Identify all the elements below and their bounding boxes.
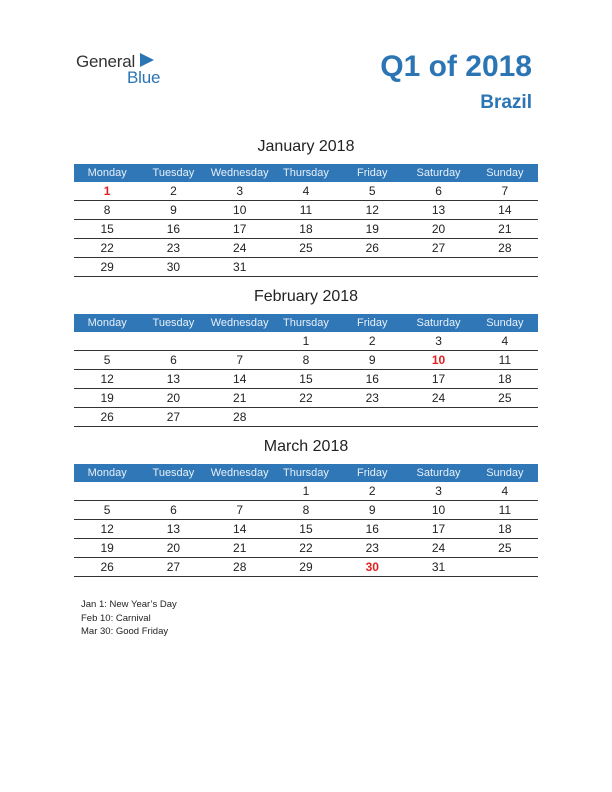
empty-day-cell: [405, 258, 471, 277]
day-cell: 15: [74, 220, 140, 239]
weekday-header: Saturday: [405, 164, 471, 182]
day-cell: 4: [472, 482, 538, 501]
day-cell: 23: [339, 389, 405, 408]
weekday-header: Monday: [74, 464, 140, 482]
weekday-header: Wednesday: [207, 164, 273, 182]
day-cell: 8: [74, 201, 140, 220]
holiday-notes: [81, 598, 177, 639]
calendar-table: [74, 314, 538, 427]
week-row: [74, 501, 538, 520]
holiday-note: Mar 30: Good Friday: [81, 626, 169, 637]
day-cell: 11: [273, 201, 339, 220]
day-cell: 3: [405, 332, 471, 351]
month-march: [74, 436, 538, 577]
day-cell: 16: [140, 220, 206, 239]
day-cell: 7: [472, 182, 538, 201]
day-cell: 24: [207, 239, 273, 258]
empty-day-cell: [74, 332, 140, 351]
day-cell: 20: [140, 389, 206, 408]
empty-day-cell: [207, 332, 273, 351]
day-cell: 18: [472, 370, 538, 389]
day-cell: 1: [273, 332, 339, 351]
weekday-header: Sunday: [472, 314, 538, 332]
weekday-header: Thursday: [273, 164, 339, 182]
weekday-header: Saturday: [405, 464, 471, 482]
day-cell: 29: [74, 258, 140, 277]
day-cell: 5: [339, 182, 405, 201]
day-cell: 9: [140, 201, 206, 220]
weekday-header-row: [74, 314, 538, 332]
weekday-header: Thursday: [273, 314, 339, 332]
day-cell: 19: [74, 389, 140, 408]
week-row: [74, 239, 538, 258]
week-row: [74, 539, 538, 558]
day-cell: 27: [140, 408, 206, 427]
week-row: [74, 332, 538, 351]
day-cell: 13: [140, 520, 206, 539]
day-cell: 3: [207, 182, 273, 201]
day-cell: 2: [339, 482, 405, 501]
weekday-header: Friday: [339, 314, 405, 332]
day-cell: 27: [405, 239, 471, 258]
weekday-header: Tuesday: [140, 164, 206, 182]
weekday-header-row: [74, 464, 538, 482]
day-cell: 5: [74, 501, 140, 520]
day-cell: 31: [405, 558, 471, 577]
day-cell: 24: [405, 539, 471, 558]
holiday-day-cell: 10: [405, 351, 471, 370]
day-cell: 28: [472, 239, 538, 258]
day-cell: 23: [140, 239, 206, 258]
logo-flag-icon: [140, 53, 154, 67]
day-cell: 8: [273, 501, 339, 520]
day-cell: 22: [74, 239, 140, 258]
day-cell: 19: [74, 539, 140, 558]
day-cell: 1: [273, 482, 339, 501]
day-cell: 25: [273, 239, 339, 258]
empty-day-cell: [140, 482, 206, 501]
logo-word-general: General: [76, 52, 136, 71]
holiday-note: Feb 10: Carnival: [81, 612, 151, 624]
day-cell: 6: [405, 182, 471, 201]
day-cell: 6: [140, 501, 206, 520]
day-cell: 12: [339, 201, 405, 220]
calendar-table: [74, 164, 538, 277]
day-cell: 28: [207, 558, 273, 577]
weekday-header: Wednesday: [207, 464, 273, 482]
week-row: [74, 351, 538, 370]
holiday-note: Jan 1: New Year’s Day: [81, 599, 177, 610]
day-cell: 17: [405, 370, 471, 389]
day-cell: 3: [405, 482, 471, 501]
empty-day-cell: [339, 408, 405, 427]
day-cell: 10: [207, 201, 273, 220]
day-cell: 14: [472, 201, 538, 220]
month-january: [74, 136, 538, 277]
empty-day-cell: [140, 332, 206, 351]
empty-day-cell: [472, 258, 538, 277]
empty-day-cell: [472, 408, 538, 427]
month-february: [74, 286, 538, 427]
empty-day-cell: [472, 558, 538, 577]
weekday-header: Saturday: [405, 314, 471, 332]
week-row: [74, 370, 538, 389]
day-cell: 22: [273, 539, 339, 558]
day-cell: 27: [140, 558, 206, 577]
day-cell: 13: [140, 370, 206, 389]
weekday-header: Wednesday: [207, 314, 273, 332]
day-cell: 25: [472, 539, 538, 558]
day-cell: 16: [339, 370, 405, 389]
month-title: February 2018: [253, 288, 359, 305]
weekday-header: Monday: [74, 164, 140, 182]
day-cell: 26: [339, 239, 405, 258]
day-cell: 31: [207, 258, 273, 277]
day-cell: 21: [207, 539, 273, 558]
day-cell: 15: [273, 520, 339, 539]
day-cell: 23: [339, 539, 405, 558]
day-cell: 30: [140, 258, 206, 277]
calendar-table: [74, 464, 538, 577]
week-row: [74, 408, 538, 427]
day-cell: 11: [472, 351, 538, 370]
weekday-header: Monday: [74, 314, 140, 332]
day-cell: 9: [339, 351, 405, 370]
day-cell: 24: [405, 389, 471, 408]
day-cell: 7: [207, 351, 273, 370]
day-cell: 17: [207, 220, 273, 239]
day-cell: 20: [405, 220, 471, 239]
day-cell: 4: [273, 182, 339, 201]
day-cell: 19: [339, 220, 405, 239]
day-cell: 2: [140, 182, 206, 201]
day-cell: 10: [405, 501, 471, 520]
weekday-header: Sunday: [472, 164, 538, 182]
week-row: [74, 220, 538, 239]
day-cell: 18: [273, 220, 339, 239]
day-cell: 29: [273, 558, 339, 577]
day-cell: 28: [207, 408, 273, 427]
holiday-day-cell: 30: [339, 558, 405, 577]
day-cell: 16: [339, 520, 405, 539]
empty-day-cell: [339, 258, 405, 277]
empty-day-cell: [74, 482, 140, 501]
day-cell: 11: [472, 501, 538, 520]
empty-day-cell: [273, 258, 339, 277]
weekday-header: Friday: [339, 464, 405, 482]
month-title: March 2018: [263, 438, 349, 455]
weekday-header-row: [74, 164, 538, 182]
day-cell: 12: [74, 520, 140, 539]
week-row: [74, 558, 538, 577]
weekday-header: Thursday: [273, 464, 339, 482]
country-name: Brazil: [480, 92, 532, 113]
day-cell: 13: [405, 201, 471, 220]
logo-word-blue: Blue: [127, 68, 161, 87]
day-cell: 12: [74, 370, 140, 389]
day-cell: 6: [140, 351, 206, 370]
day-cell: 21: [207, 389, 273, 408]
weekday-header: Sunday: [472, 464, 538, 482]
week-row: [74, 258, 538, 277]
week-row: [74, 520, 538, 539]
empty-day-cell: [405, 408, 471, 427]
empty-day-cell: [273, 408, 339, 427]
weekday-header: Tuesday: [140, 314, 206, 332]
day-cell: 26: [74, 408, 140, 427]
day-cell: 8: [273, 351, 339, 370]
weekday-header: Friday: [339, 164, 405, 182]
week-row: [74, 389, 538, 408]
day-cell: 14: [207, 520, 273, 539]
day-cell: 2: [339, 332, 405, 351]
day-cell: 21: [472, 220, 538, 239]
page-title: Q1 of 2018: [380, 50, 532, 83]
day-cell: 4: [472, 332, 538, 351]
empty-day-cell: [207, 482, 273, 501]
generalblue-logo: [76, 52, 176, 88]
day-cell: 9: [339, 501, 405, 520]
month-title: January 2018: [257, 138, 355, 155]
weekday-header: Tuesday: [140, 464, 206, 482]
week-row: [74, 482, 538, 501]
day-cell: 18: [472, 520, 538, 539]
day-cell: 22: [273, 389, 339, 408]
week-row: [74, 201, 538, 220]
day-cell: 7: [207, 501, 273, 520]
holiday-day-cell: 1: [74, 182, 140, 201]
day-cell: 5: [74, 351, 140, 370]
day-cell: 25: [472, 389, 538, 408]
day-cell: 14: [207, 370, 273, 389]
day-cell: 15: [273, 370, 339, 389]
day-cell: 26: [74, 558, 140, 577]
week-row: [74, 182, 538, 201]
day-cell: 20: [140, 539, 206, 558]
day-cell: 17: [405, 520, 471, 539]
